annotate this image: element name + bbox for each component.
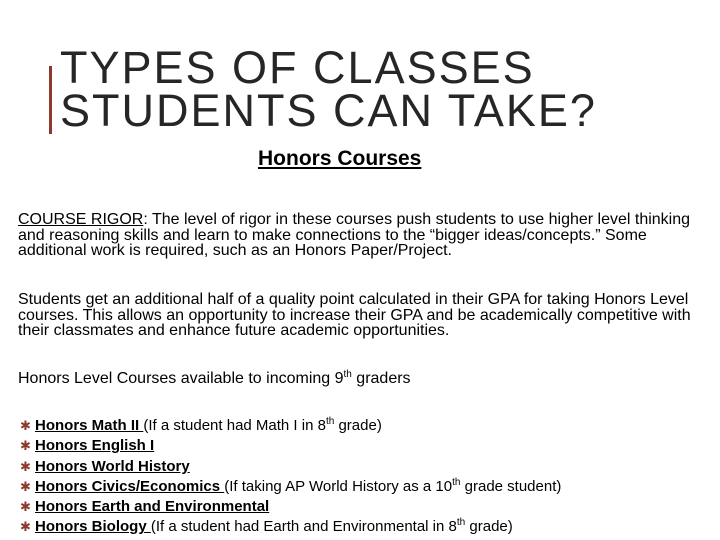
available-text-end: graders <box>351 370 411 387</box>
available-superscript: th <box>343 369 352 380</box>
course-note-sup: th <box>452 476 461 488</box>
title-line-1: TYPES OF CLASSES <box>60 42 535 93</box>
asterisk-bullet-icon: ✱ <box>20 458 31 474</box>
title-line-2: STUDENTS CAN TAKE? <box>60 85 597 136</box>
available-text: Honors Level Courses available to incoming 9 <box>18 370 344 387</box>
slide-title <box>60 42 700 136</box>
course-note-end: grade student) <box>460 477 562 495</box>
course-item <box>20 416 561 436</box>
course-item <box>20 457 561 477</box>
course-rigor-paragraph <box>18 212 708 259</box>
available-courses-heading <box>18 370 708 388</box>
course-name: Honors Biology <box>35 518 151 536</box>
course-name: Honors Earth and Environmental <box>35 498 270 516</box>
course-note: (If taking AP World History as a 10 <box>224 477 453 495</box>
course-note: (If a student had Earth and Environmental in 8 <box>150 518 457 536</box>
asterisk-bullet-icon: ✱ <box>20 519 31 535</box>
asterisk-bullet-icon: ✱ <box>20 478 31 494</box>
section-subtitle: Honors Courses <box>258 147 422 170</box>
course-name: Honors English I <box>35 437 155 455</box>
asterisk-bullet-icon: ✱ <box>20 418 31 433</box>
course-note-sup: th <box>325 416 335 427</box>
asterisk-bullet-icon: ✱ <box>20 499 31 515</box>
course-note-end: grade) <box>465 518 513 536</box>
course-item <box>20 497 561 517</box>
course-item <box>20 436 561 456</box>
course-rigor-text: : The level of rigor in these courses push students to use higher level thinking and reasoning skills and learn to make connections to the “bigger ideas/concepts.” Some additional work is required, such as an Honors Paper/Project. <box>18 211 691 259</box>
course-name: Honors World History <box>35 457 190 475</box>
course-list <box>20 416 561 538</box>
course-name: Honors Math II <box>35 417 144 434</box>
asterisk-bullet-icon: ✱ <box>20 438 31 454</box>
course-note-end: grade) <box>334 417 382 434</box>
gpa-paragraph: Students get an additional half of a quality point calculated in their GPA for taking Honors Level courses. This allows an opportunity to increase their GPA and be academically competitive with their classmates and enhance future academic opportunities. <box>18 291 691 339</box>
course-note-sup: th <box>456 517 466 529</box>
course-item <box>20 477 561 497</box>
course-item <box>20 517 561 537</box>
title-accent-bar <box>49 66 52 134</box>
course-note: (If a student had Math I in 8 <box>143 417 326 434</box>
course-name: Honors Civics/Economics <box>35 477 225 495</box>
course-rigor-label: COURSE RIGOR <box>18 211 144 228</box>
